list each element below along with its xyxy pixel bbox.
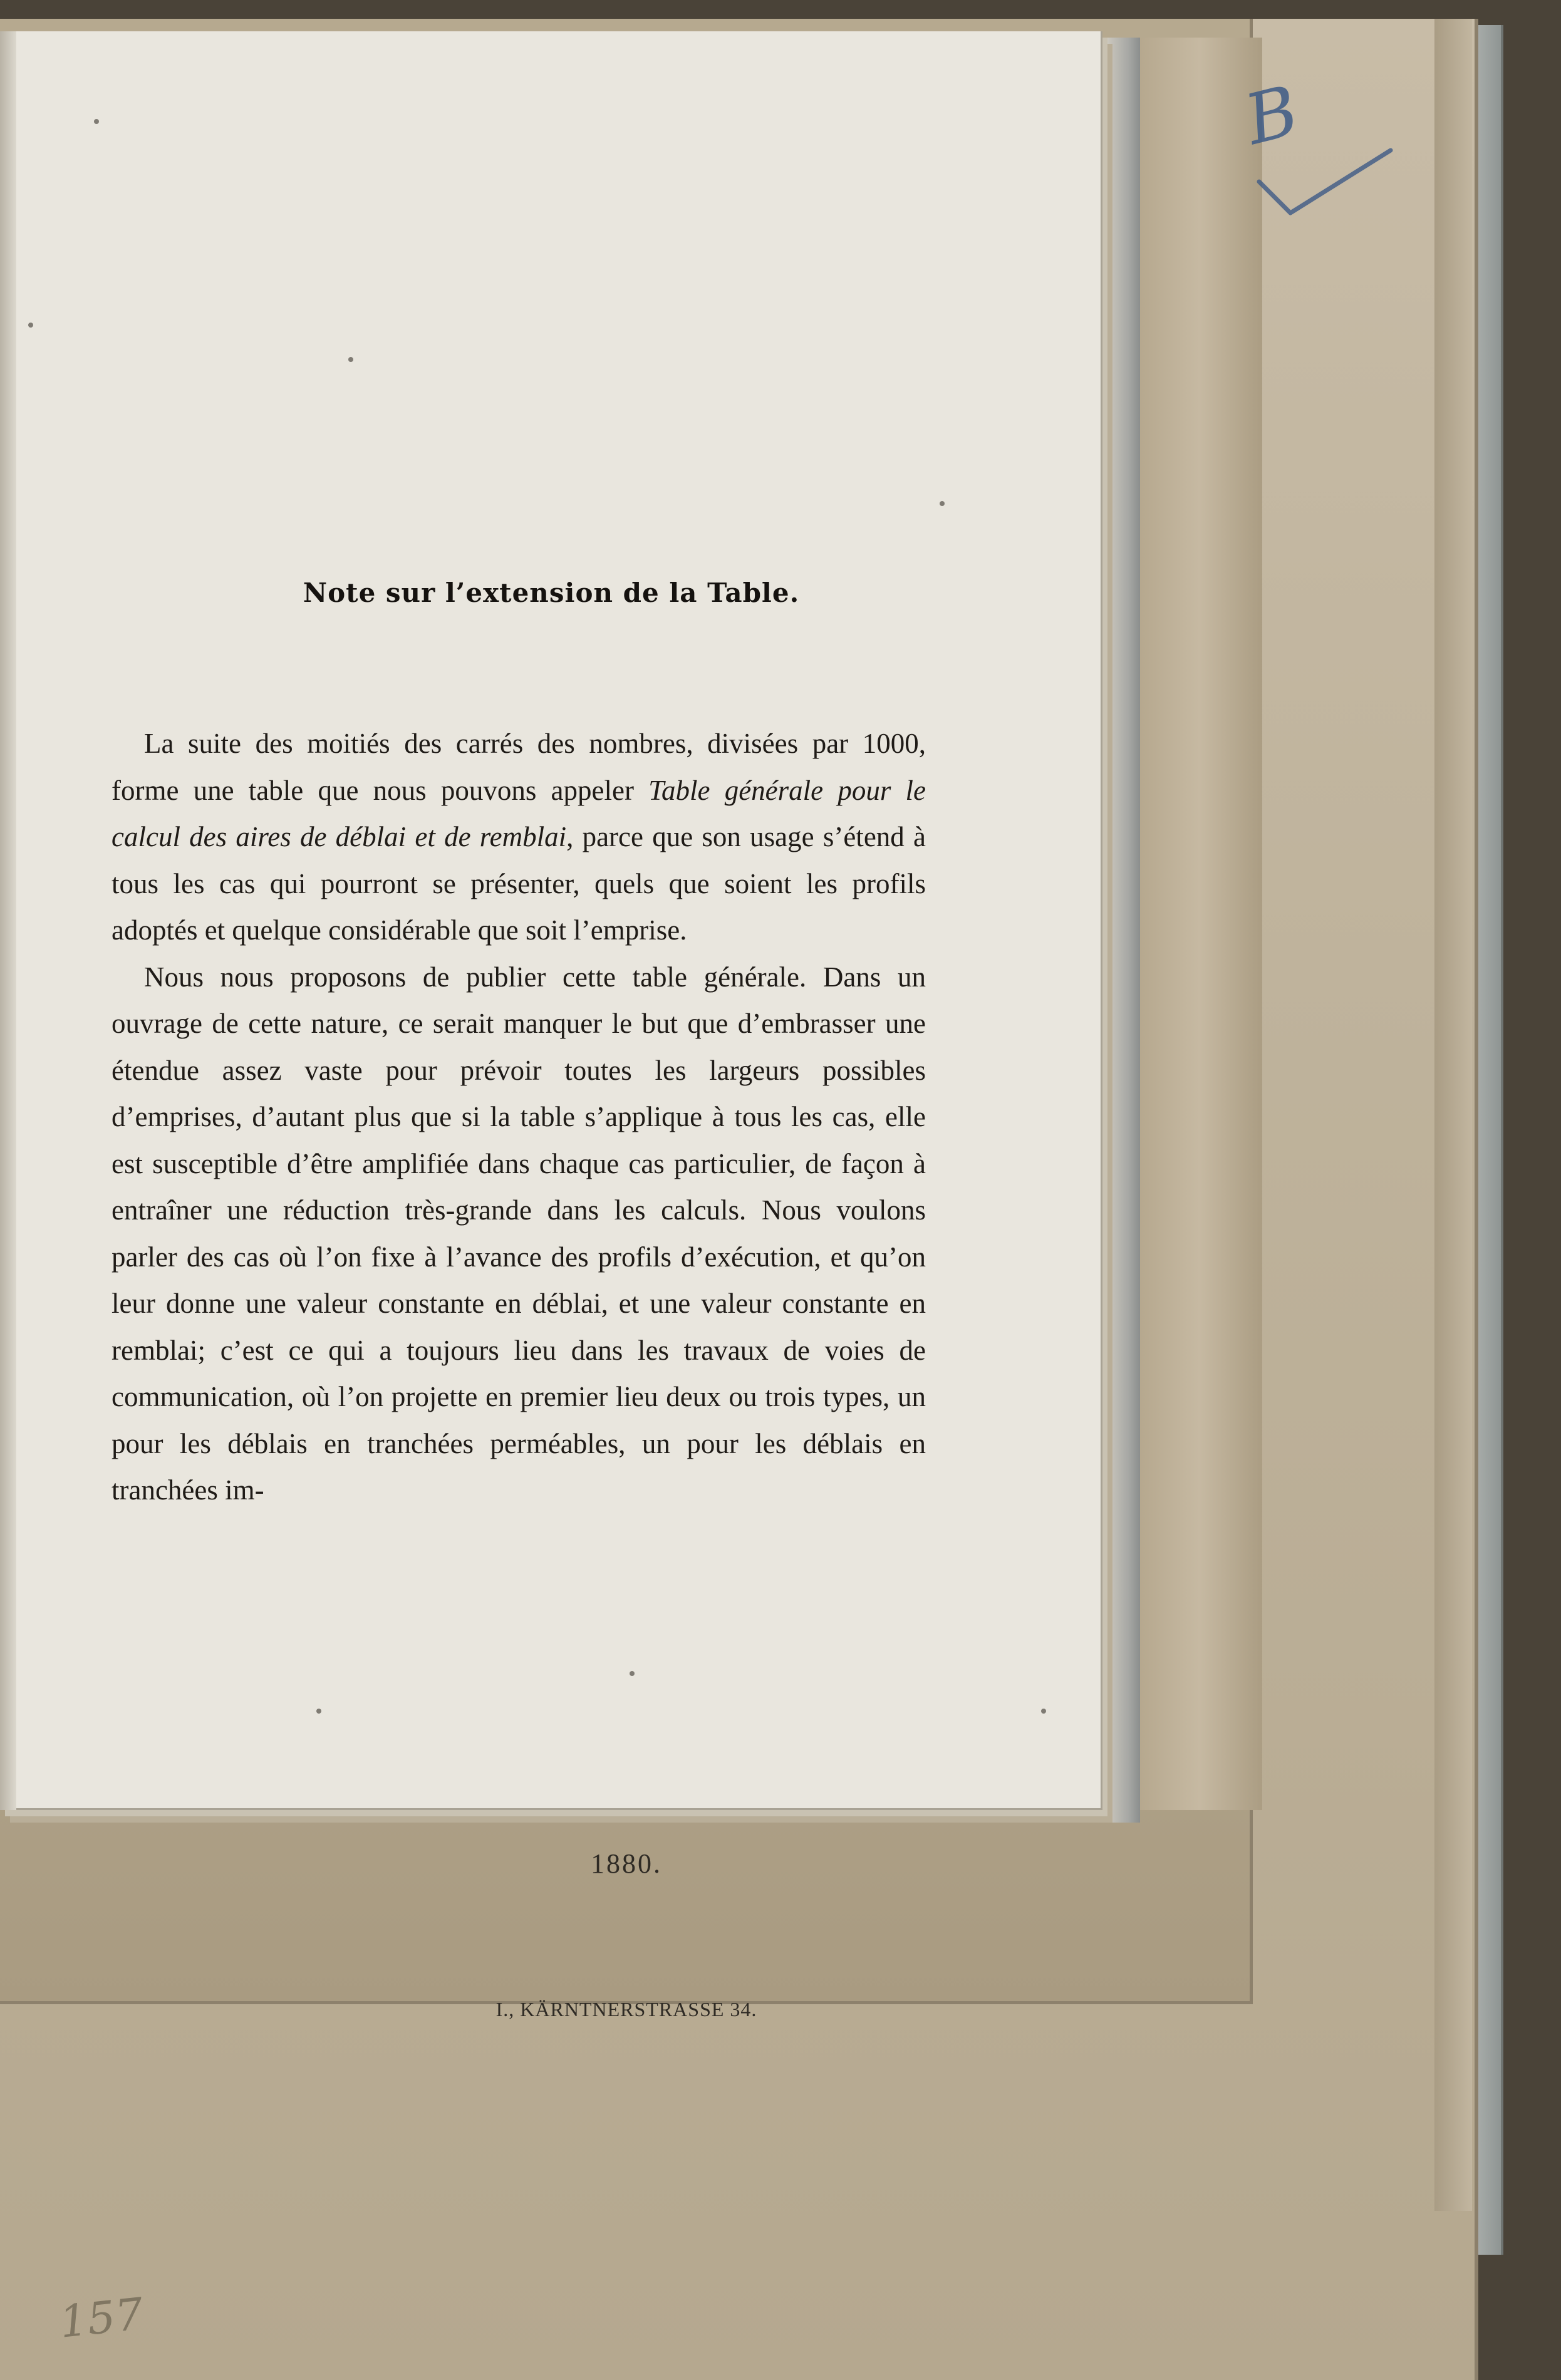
paragraph [112,954,926,1514]
text-run: , parce que son usage s’étend à tous les cas qui pourront se présenter, quels que soient les profils adoptés et quelque considérable que soit l’emprise. [112,821,926,946]
handwritten-annotation-bottom: 157 [57,2288,146,2348]
dust-speck [94,119,99,124]
imprint-address: I., KÄRNTNERSTRASSE 34. [495,1998,757,2020]
check-mark-icon [1253,144,1397,225]
dust-speck [28,323,33,328]
handwritten-annotation-top: B [1237,70,1307,160]
dust-speck [630,1671,635,1676]
text-run: La suite des moitiés des carrés des nombres, divisées par 1000, forme une table que nous pouvons appeler [112,728,926,806]
dust-speck [940,501,945,506]
page-gutter [0,31,16,1810]
dust-speck [348,357,353,362]
text-run: Nous nous proposons de publier cette table générale. Dans un ouvrage de cette nature, ce serait manquer le but que d’embrasser une étendue assez vaste pour prévoir toutes les largeurs possibles d’emprises, d’autant plus que si la table s’applique à tous les cas, elle est susceptible d’être amplifiée dans chaque cas particulier, de façon à entraîner une réduction très-grande dans les calculs. Nous voulons parler des cas où l’on fixe à l’avance des profils d’exécution, et qu’on leur donne une valeur constante en déblai, et une valeur constante en remblai; c’est ce qui a toujours lieu dans les travaux de voies de communication, où l’on projette en premier lieu deux ou trois types, un pour les déblais en tranchées perméables, un pour les déblais en tranchées im- [112,961,926,1506]
inner-slip [1134,38,1262,1810]
imprint-year: 1880. [591,1848,662,1879]
cover-edge [1434,19,1472,2211]
page-edge-stack [1102,38,1140,1823]
page-title: Note sur l’extension de la Table. [303,577,800,608]
body-text [112,720,926,1514]
dust-speck [316,1709,321,1714]
dust-speck [1041,1709,1046,1714]
paragraph [112,720,926,954]
italic-run: Table générale pour le calcul des aires de déblai et de remblai [112,774,926,852]
